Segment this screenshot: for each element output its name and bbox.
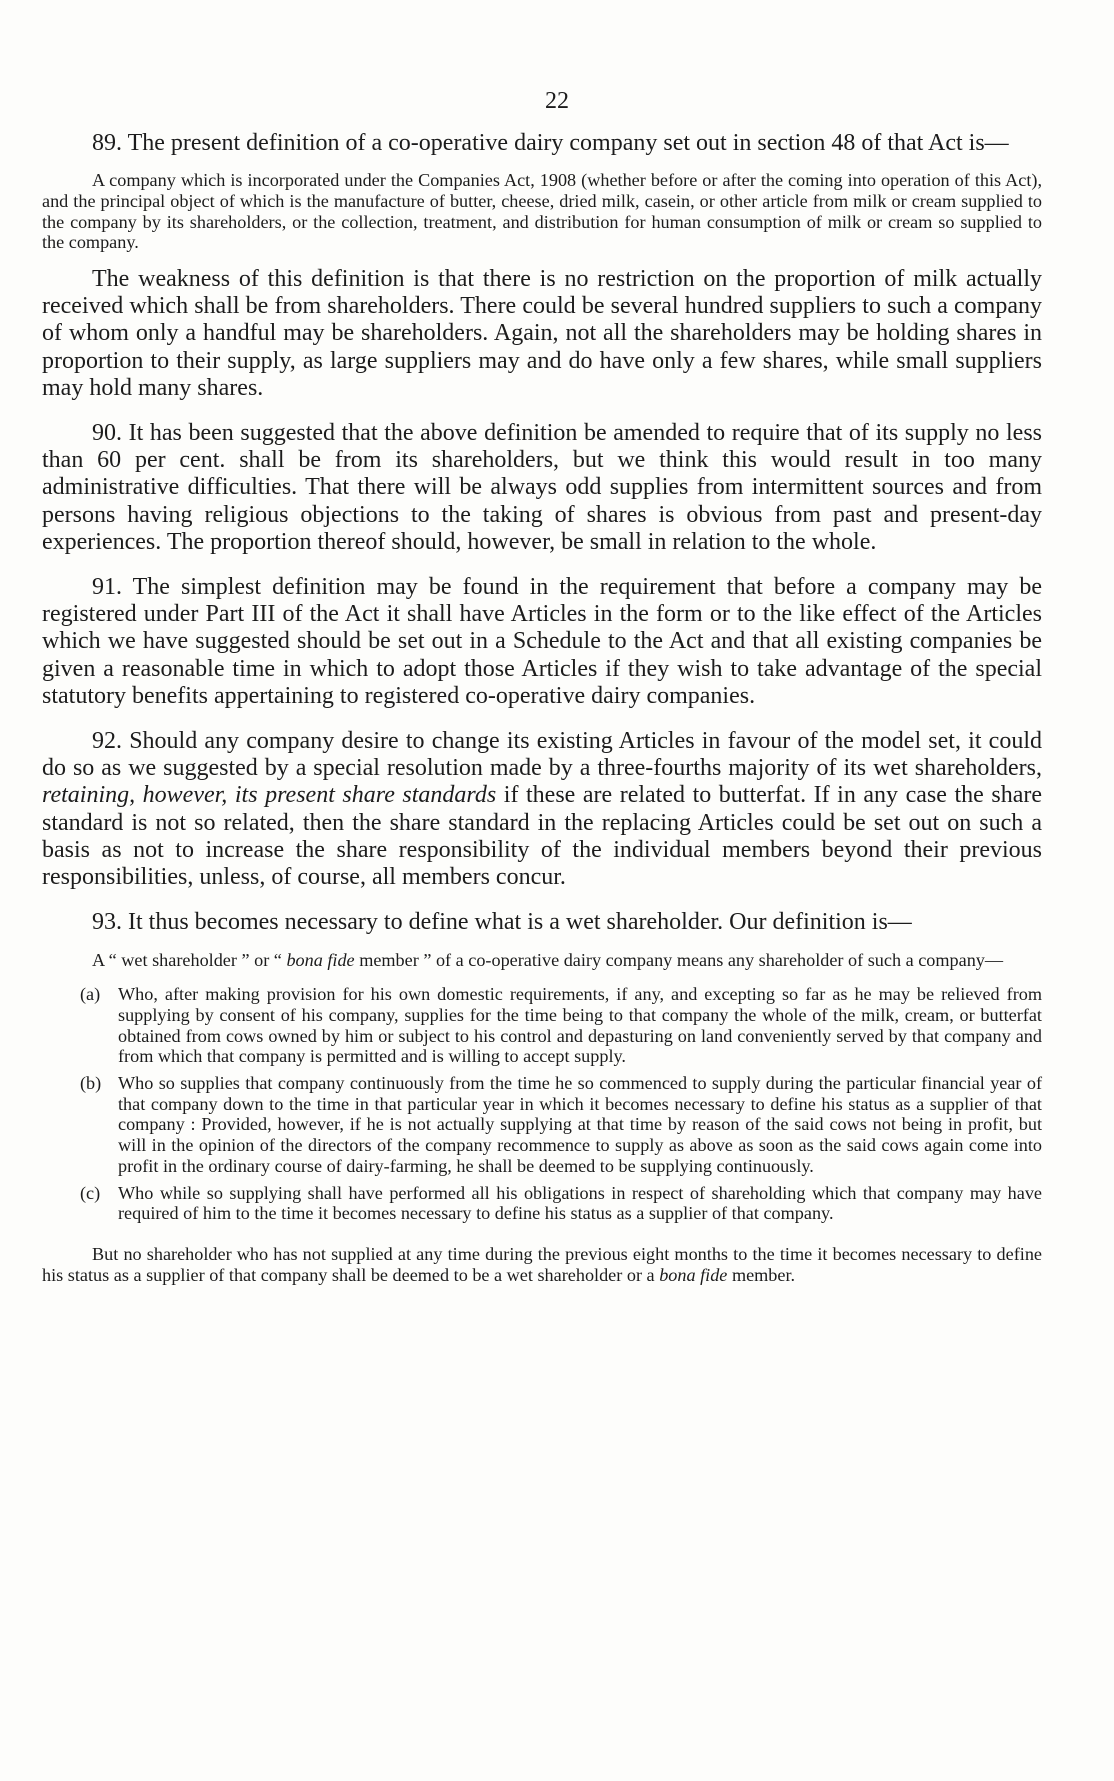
paragraph-92-text-end: if these are related to butterfat. If in any case the share standard is not so related, then the share standard in the replacing Articles could be set out on such a basis as not to increase the share responsibility of the individual members beyond their previous responsibilities, unless, of course, all members concur.: [42, 782, 1042, 891]
final-text-end: member.: [727, 1264, 796, 1285]
clause-c: [42, 1183, 1042, 1224]
clause-label: (b): [80, 1073, 102, 1093]
page-body: [42, 130, 1042, 1285]
clause-text: Who, after making provision for his own domestic requirements, if any, and excepting so far as he may be relieved from supplying by consent of his company, supplies for the time being to that company the whole of the milk, cream, or butterfat obtained from cows owned by him or subject to his control and depasturing on land conveniently served by that company and from which that company is permitted and is willing to accept supply.: [118, 984, 1042, 1067]
paragraph-91: 91. The simplest definition may be found in the requirement that before a company may be registered under Part III of the Act it shall have Articles in the form or to the like effect of the Articles which we have suggested should be set out in a Schedule to the Act and that all existing companies be given a reasonable time in which to adopt those Articles if they wish to take advantage of the special statutory benefits appertaining to registered co-operative dairy companies.: [42, 574, 1042, 709]
clause-text: Who while so supplying shall have performed all his obligations in respect of shareholding which that company may have required of him to the time it becomes necessary to define his status as a supplier of that company.: [118, 1182, 1042, 1224]
final-text: But no shareholder who has not supplied at any time during the previous eight months to the time it becomes necessary to define his status as a supplier of that company shall be deemed to be a wet shareholder or a: [42, 1243, 1042, 1285]
clause-label: (c): [80, 1182, 101, 1203]
clause-label: (a): [80, 984, 101, 1005]
spacer: [42, 556, 1042, 574]
clause-b: [42, 1073, 1042, 1177]
clause-text: Who so supplies that company continuously from the time he so commenced to supply during the particular financial year of that company down to the time in that particular year in which it becomes necessary to define his status as a supplier of that company : Provided, however, if he is not actually supplying at that time by reason of the said cows not being in profit, but will in the opinion of the directors of the company recommence to supply as above as soon as the said cows again come into profit in the ordinary course of dairy-farming, he shall be deemed to be supplying continuously.: [118, 1073, 1042, 1176]
final-proviso: [42, 1244, 1042, 1285]
wet-shareholder-definition: [42, 950, 1042, 971]
paragraph-92-italic: retaining, however, its present share standards: [42, 782, 497, 809]
paragraph-90: 90. It has been suggested that the above definition be amended to require that of its supply no less than 60 per cent. shall be from its shareholders, but we think this would result in too many administrative difficulties. That there will be always odd supplies from intermittent sources and from persons having religious objections to the taking of shares is obvious from past and present-day experiences. The proportion thereof should, however, be small in relation to the whole.: [42, 420, 1042, 555]
paragraph-89: 89. The present definition of a co-operative dairy company set out in section 48 of that Act is—: [92, 130, 1009, 156]
page-number: 22: [545, 88, 569, 114]
spacer: [42, 710, 1042, 728]
paragraph-92-text: 92. Should any company desire to change its existing Articles in favour of the model set, it could do so as we suggested by a special resolution made by a three-fourths majority of its wet shareholders,: [42, 728, 1042, 782]
definition-italic: bona fide: [286, 950, 355, 971]
spacer: [42, 891, 1042, 909]
paragraph-92: [42, 728, 1042, 891]
spacer: [42, 402, 1042, 420]
clause-a: [42, 984, 1042, 1067]
quoted-definition: A company which is incorporated under the Companies Act, 1908 (whether before or after the coming into operation of this Act), and the principal object of which is the manufacture of butter, cheese, dried milk, casein, or other article from milk or cream supplied to the company by its shareholders, or the collection, treatment, and distribution for human consumption of milk or cream so supplied to the company.: [42, 170, 1042, 253]
paragraph-93: 93. It thus becomes necessary to define what is a wet shareholder. Our definition is—: [92, 909, 912, 936]
paragraph-89-weakness: The weakness of this definition is that there is no restriction on the proportion of milk actually received which shall be from shareholders. There could be several hundred suppliers to such a company of whom only a handful may be shareholders. Again, not all the shareholders may be holding shares in proportion to their supply, as large suppliers may and do have only a few shares, while small suppliers may hold many shares.: [42, 266, 1042, 401]
definition-text-end: member ” of a co-operative dairy company means any shareholder of such a company—: [354, 950, 1004, 971]
definition-text: A “ wet shareholder ” or “: [92, 950, 287, 971]
final-italic: bona fide: [659, 1264, 728, 1285]
